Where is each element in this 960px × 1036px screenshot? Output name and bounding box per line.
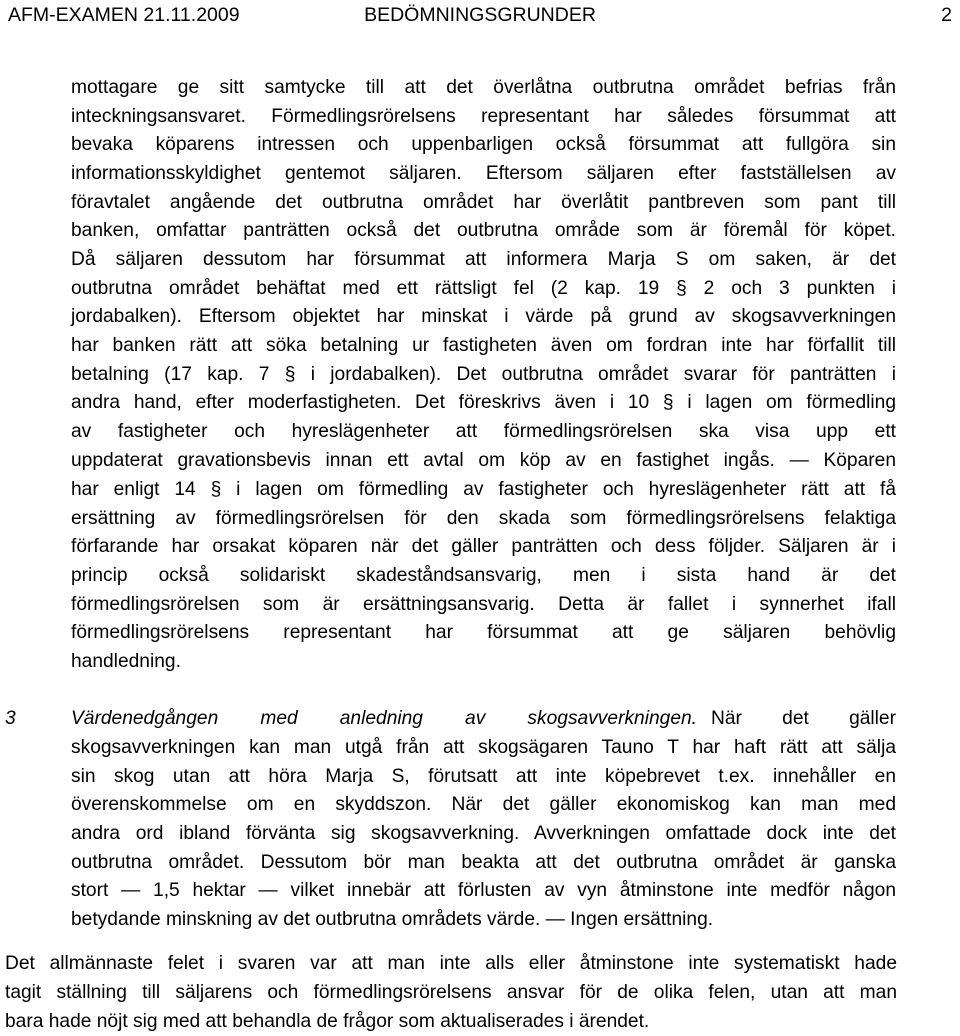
page-header <box>8 4 952 28</box>
text-line: jordabalken). Eftersom objektet har minskat i värde på grund av skogsavverkningen <box>71 306 896 327</box>
section-first-line <box>71 705 896 732</box>
heading-continuation: När det gäller <box>711 708 896 729</box>
text-line: uppdaterat gravationsbevis innan ett avtal om köp av en fastighet ingås. — Köparen <box>71 450 896 471</box>
text-line: av fastigheter och hyreslägenheter att förmedlingsrörelsen ska visa upp ett <box>71 421 896 442</box>
text-line: föravtalet angående det outbrutna området har överlåtit pantbreven som pant till <box>71 192 896 213</box>
text-line: förfarande har orsakat köparen när det gäller panträtten och dess följder. Säljaren är i <box>71 536 896 557</box>
text-line: bevaka köparens intressen och uppenbarligen också försummat att fullgöra sin <box>71 134 896 155</box>
text-line: överenskommelse om en skyddszon. När det gäller ekonomiskog kan man med <box>71 794 896 815</box>
text-line: Då säljaren dessutom har försummat att informera Marja S om saken, är det <box>71 249 896 270</box>
text-line: andra ord ibland förvänta sig skogsavverkning. Avverkningen omfattade dock inte det <box>71 823 896 844</box>
section-heading <box>71 705 697 732</box>
page-number: 2 <box>941 4 952 26</box>
text-line: mottagare ge sitt samtycke till att det överlåtna outbrutna området befrias från <box>71 77 896 98</box>
text-line: inteckningsansvaret. Förmedlingsrörelsens representant har således försummat att <box>71 106 896 127</box>
text-line: tagit ställning till säljarens och förmedlingsrörelsens ansvar för de olika felen, utan att man <box>5 982 897 1003</box>
text-line: outbrutna området. Dessutom bör man beakta att det outbrutna området är ganska <box>71 852 896 873</box>
heading-text: Värdenedgången med anledning av skogsavverkningen. <box>71 708 697 729</box>
text-line: skogsavverkningen kan man utgå från att skogsägaren Tauno T har haft rätt att sälja <box>71 737 896 758</box>
text-line: handledning. <box>71 651 181 672</box>
section-number: 3 <box>5 708 16 729</box>
exam-title: AFM-EXAMEN 21.11.2009 <box>8 4 240 26</box>
text-line: sin skog utan att höra Marja S, förutsatt att inte köpebrevet t.ex. innehåller en <box>71 766 896 787</box>
text-line: ersättning av förmedlingsrörelsen för den skada som förmedlingsrörelsens felaktiga <box>71 508 896 529</box>
text-line: förmedlingsrörelsen som är ersättningsansvarig. Detta är fallet i synnerhet ifall <box>71 594 896 615</box>
text-line: banken, omfattar panträtten också det outbrutna område som är föremål för köpet. <box>71 220 896 241</box>
text-line: informationsskyldighet gentemot säljaren. Eftersom säljaren efter fastställelsen av <box>71 163 896 184</box>
text-line: betydande minskning av det outbrutna områdets värde. — Ingen ersättning. <box>71 909 714 930</box>
text-line: har banken rätt att söka betalning ur fastigheten även om fordran inte har förfallit till <box>71 335 896 356</box>
text-line: outbrutna området behäftat med ett rättsligt fel (2 kap. 19 § 2 och 3 punkten i <box>71 278 896 299</box>
text-line: betalning (17 kap. 7 § i jordabalken). Det outbrutna området svarar för panträtten i <box>71 364 896 385</box>
text-line: princip också solidariskt skadeståndsansvarig, men i sista hand är det <box>71 565 896 586</box>
text-line: stort — 1,5 hektar — vilket innebär att förlusten av vyn åtminstone inte medför någon <box>71 880 896 901</box>
document-type: BEDÖMNINGSGRUNDER <box>364 4 596 26</box>
text-line: andra hand, efter moderfastigheten. Det föreskrivs även i 10 § i lagen om förmedling <box>71 392 896 413</box>
text-line: förmedlingsrörelsens representant har försummat att ge säljaren behövlig <box>71 622 896 643</box>
text-line: Det allmännaste felet i svaren var att man inte alls eller åtminstone inte systematiskt hade <box>5 953 897 974</box>
text-line: har enligt 14 § i lagen om förmedling av fastigheter och hyreslägenheter rätt att få <box>71 479 896 500</box>
text-line: bara hade nöjt sig med att behandla de frågor som aktualiserades i ärendet. <box>5 1011 650 1032</box>
